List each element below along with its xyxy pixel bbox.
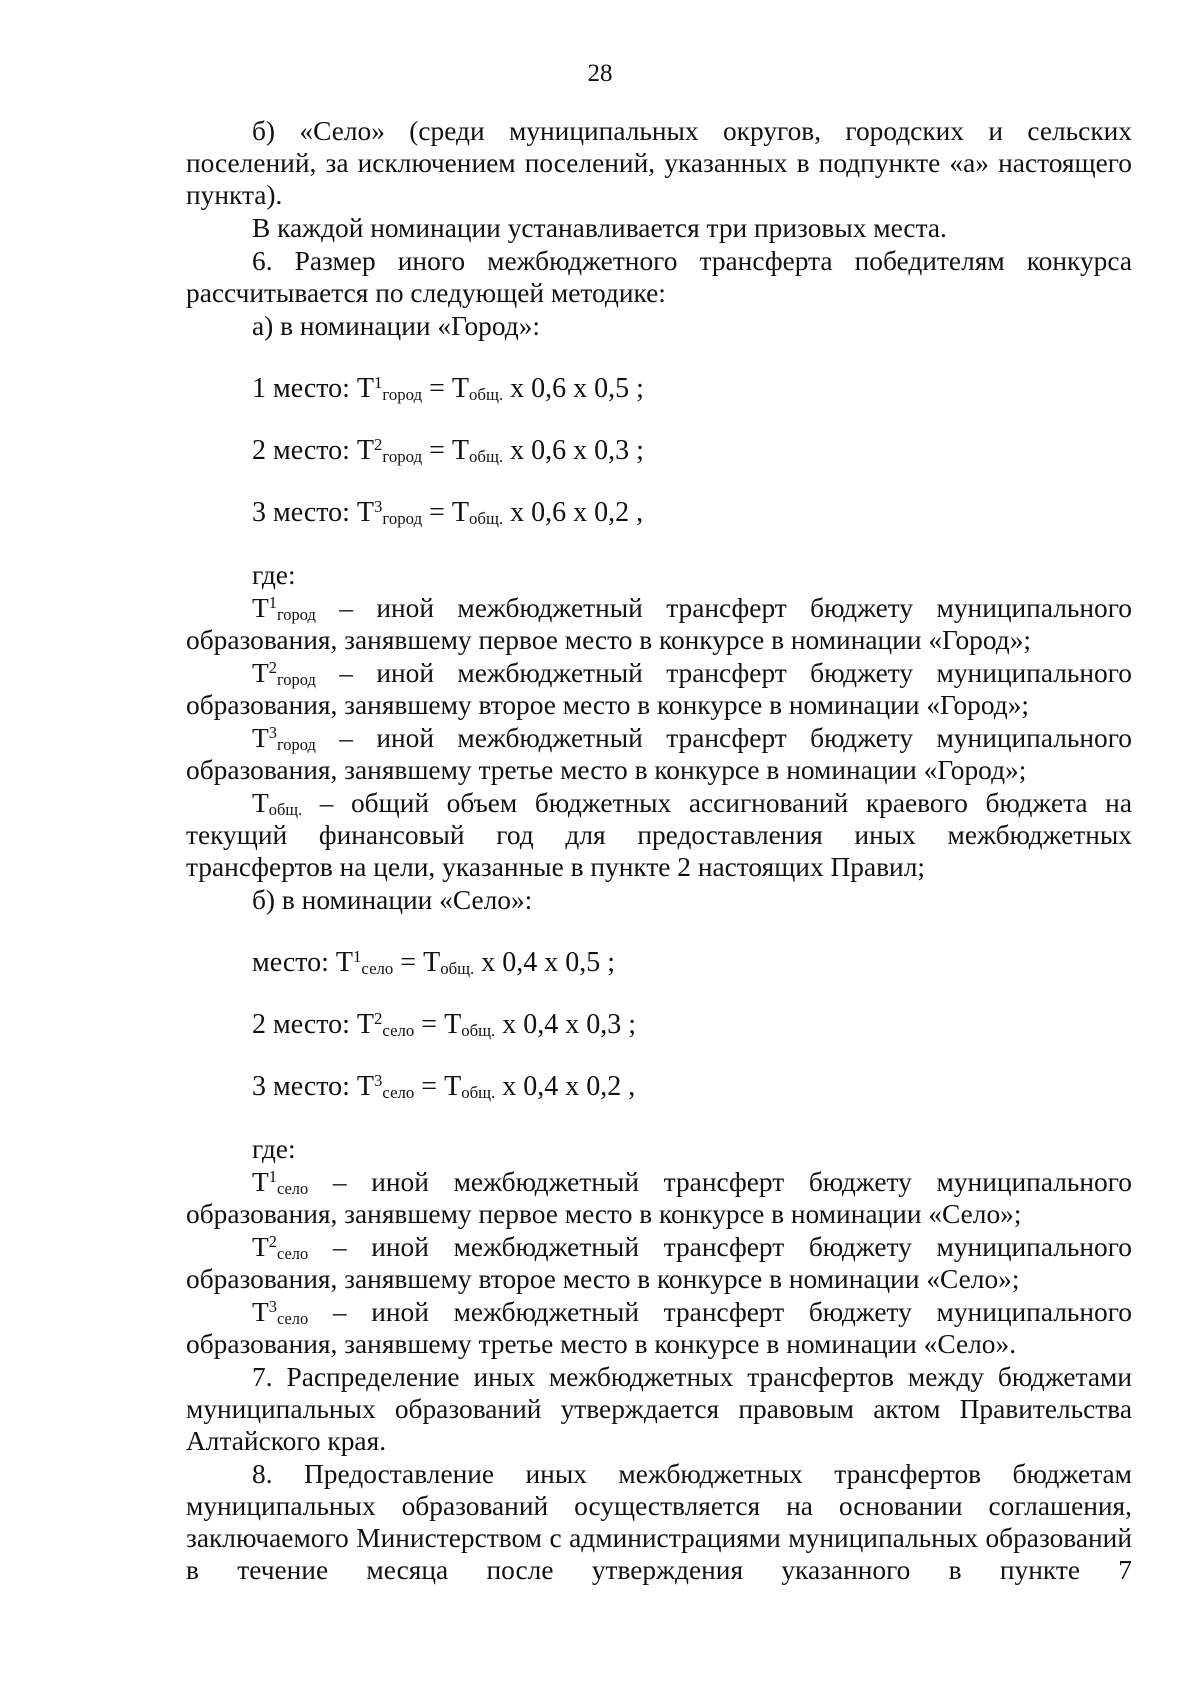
definition-selo-2: $T^2_{село}$ – иной межбюджетный трансферт бюджету муниципального образования, занявшему второе место в конкурсе в номинации «Село»; — [186, 1231, 1132, 1294]
definition-gorod-3: $T^3_{город}$ – иной межбюджетный трансферт бюджету муниципального образования, занявшему третье место в конкурсе в номинации «Город»; — [186, 722, 1132, 785]
paragraph-6: 6. Размер иного межбюджетного трансферта победителям конкурса рассчитывается по следующей методике: — [186, 246, 1132, 308]
formula-selo-3: 3 место: $T^3_{село} = T_{общ.}$ x 0,4 x 0,2 , — [252, 1070, 636, 1103]
definition-gorod-2: $T^2_{город}$ – иной межбюджетный трансферт бюджету муниципального образования, занявшему второе место в конкурсе в номинации «Город»; — [186, 657, 1132, 720]
definition-selo-3: $T^3_{село}$ – иной межбюджетный трансферт бюджету муниципального образования, занявшему третье место в конкурсе в номинации «Село». — [186, 1296, 1132, 1359]
document-body — [186, 115, 1132, 1587]
paragraph-8: 8. Предоставление иных межбюджетных трансфертов бюджетам муниципальных образований осуществляется на основании соглашения, заключаемого Министерством с администрациями муниципальных образований в течение месяца после утверждения указанного в пункте 7 — [186, 1459, 1132, 1585]
where-label-selo: где: — [252, 1134, 296, 1164]
paragraph-prize-places: В каждой номинации устанавливается три призовых места. — [252, 213, 947, 243]
selo-formulas — [186, 947, 1132, 1103]
paragraph-a-gorod: а) в номинации «Город»: — [252, 311, 541, 341]
formula-selo-1: место: $T^1_{село} = T_{общ.}$ x 0,4 x 0,5 ; — [252, 946, 616, 979]
paragraph-b-nomination-selo: б) в номинации «Село»: — [252, 885, 533, 915]
paragraph-b-selo: б) «Село» (среди муниципальных округов, городских и сельских поселений, за исключением поселений, указанных в подпункте «а» настоящего пункта). — [186, 116, 1132, 210]
formula-gorod-2: 2 место: $T^2_{город} = T_{общ.}$ x 0,6 x 0,3 ; — [252, 434, 644, 467]
page-number: 28 — [587, 60, 613, 87]
definition-gorod-1: $T^1_{город}$ – иной межбюджетный трансферт бюджету муниципального образования, занявшему первое место в конкурсе в номинации «Город»; — [186, 592, 1132, 655]
formula-gorod-3: 3 место: $T^3_{город} = T_{общ.}$ x 0,6 x 0,2 , — [252, 496, 644, 529]
formula-selo-2: 2 место: $T^2_{село} = T_{общ.}$ x 0,4 x 0,3 ; — [252, 1008, 637, 1041]
definition-selo-1: $T^1_{село}$ – иной межбюджетный трансферт бюджету муниципального образования, занявшему первое место в конкурсе в номинации «Село»; — [186, 1166, 1132, 1229]
definition-tobsh: $T_{общ.}$ – общий объем бюджетных ассигнований краевого бюджета на текущий финансовый год для предоставления иных межбюджетных трансфертов на цели, указанные в пункте 2 настоящих Правил; — [186, 788, 1132, 882]
formula-gorod-1: 1 место: $T^1_{город} = T_{общ.}$ x 0,6 x 0,5 ; — [252, 372, 644, 405]
gorod-formulas — [186, 373, 1132, 529]
where-label-gorod: где: — [252, 560, 296, 590]
paragraph-7: 7. Распределение иных межбюджетных трансфертов между бюджетами муниципальных образований утверждается правовым актом Правительства Алтайского края. — [186, 1362, 1132, 1456]
